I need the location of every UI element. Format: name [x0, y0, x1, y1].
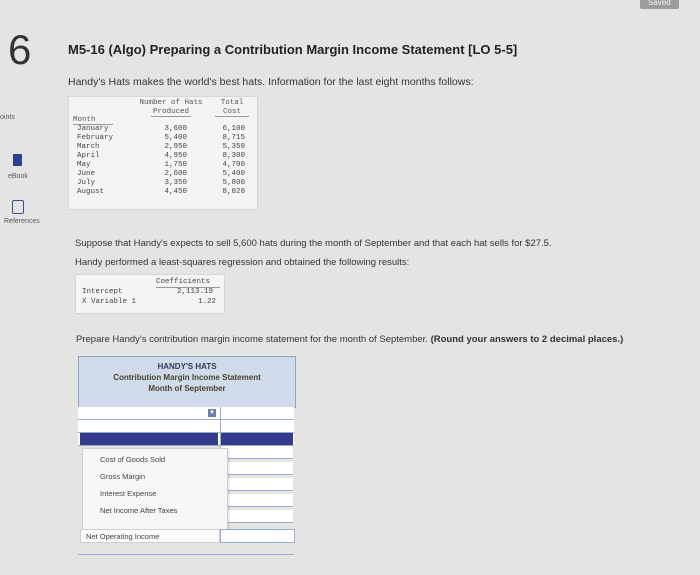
- row-label-select[interactable]: [80, 420, 218, 432]
- statement-bottom-border: [78, 554, 294, 567]
- x-variable-value: 1.22: [198, 298, 217, 306]
- produced-cell: 4,950: [164, 152, 187, 160]
- references-link[interactable]: References: [4, 218, 40, 225]
- produced-cell: 4,450: [164, 188, 187, 196]
- produced-cell: 1,750: [164, 161, 187, 169]
- row-label-select[interactable]: [80, 407, 218, 419]
- month-cell: June: [77, 170, 96, 178]
- question-title: M5-16 (Algo) Preparing a Contribution Margin Income Statement [LO 5-5]: [68, 42, 518, 57]
- cost-cell: 8,715: [222, 134, 245, 142]
- instruction-text: [76, 334, 623, 345]
- x-variable-label: X Variable 1: [82, 298, 137, 306]
- intro-text: Handy's Hats makes the world's best hats. Information for the last eight months follows:: [68, 76, 474, 88]
- produced-cell: 2,950: [164, 143, 187, 151]
- month-cell: August: [77, 188, 105, 196]
- statement-row-highlighted: [78, 433, 294, 446]
- month-cell: April: [77, 152, 100, 160]
- question-number: 6: [8, 26, 32, 73]
- produced-cell: 3,350: [164, 179, 187, 187]
- statement-title: Contribution Margin Income Statement: [113, 373, 261, 382]
- book-icon[interactable]: [13, 154, 22, 166]
- cost-header-2: Cost: [222, 108, 241, 116]
- dropdown-option[interactable]: Net Income After Taxes: [100, 506, 178, 515]
- statement-company: HANDY'S HATS: [157, 362, 217, 371]
- hats-data-table: [68, 96, 258, 210]
- instruction-main: Prepare Handy's contribution margin income statement for the month of September.: [76, 334, 431, 345]
- produced-cell: 5,400: [164, 134, 187, 142]
- row-amount-input[interactable]: [220, 529, 295, 543]
- row-amount-input[interactable]: [220, 420, 293, 432]
- net-operating-income-label: Net Operating Income: [86, 532, 160, 541]
- intercept-value: 2,113.19: [177, 288, 214, 296]
- month-header: Month: [73, 116, 96, 124]
- cost-cell: 5,800: [222, 179, 245, 187]
- row-amount-input[interactable]: [220, 462, 293, 475]
- dropdown-menu: [82, 448, 228, 530]
- references-icon[interactable]: [12, 200, 24, 214]
- produced-cell: 3,600: [164, 125, 187, 133]
- month-cell: July: [77, 179, 96, 187]
- chevron-down-icon[interactable]: ▼: [209, 410, 215, 416]
- cost-cell: 4,700: [222, 161, 245, 169]
- statement-period: Month of September: [148, 384, 226, 393]
- cost-header-1: Total: [220, 99, 244, 107]
- month-cell: May: [77, 161, 91, 169]
- produced-cell: 2,600: [164, 170, 187, 178]
- cost-cell: 5,350: [222, 143, 245, 151]
- month-cell: January: [77, 125, 109, 133]
- cost-cell: 5,400: [222, 170, 245, 178]
- dropdown-option[interactable]: Cost of Goods Sold: [100, 455, 166, 464]
- row-amount-input[interactable]: [220, 407, 293, 419]
- row-amount-input[interactable]: [220, 510, 293, 523]
- dropdown-option[interactable]: Gross Margin: [100, 472, 146, 481]
- cost-cell: 8,300: [222, 152, 245, 160]
- statement-row: [78, 420, 294, 433]
- produced-header-1: Number of Hats: [139, 99, 203, 107]
- statement-row: [78, 407, 294, 420]
- cost-cell: 6,100: [222, 125, 245, 133]
- coefficients-header: Coefficients: [156, 278, 211, 286]
- sales-assumption-text: Suppose that Handy's expects to sell 5,600 hats during the month of September and that each hat sells for $27.5.: [75, 238, 552, 249]
- intercept-label: Intercept: [82, 288, 123, 296]
- row-amount-input[interactable]: [220, 494, 293, 507]
- rounding-note: (Round your answers to 2 decimal places.): [430, 334, 624, 345]
- statement-header: [78, 356, 296, 408]
- regression-table: [75, 274, 225, 314]
- regression-intro-text: Handy performed a least-squares regression and obtained the following results:: [75, 257, 410, 268]
- cost-underline: [215, 116, 249, 117]
- ebook-link[interactable]: eBook: [8, 173, 28, 180]
- points-label: oints: [0, 114, 15, 121]
- row-label-select[interactable]: [80, 433, 218, 445]
- cost-cell: 8,020: [222, 188, 245, 196]
- dropdown-option[interactable]: Interest Expense: [100, 489, 157, 498]
- produced-header-2: Produced: [152, 108, 189, 116]
- row-amount-input[interactable]: [220, 433, 293, 445]
- month-cell: March: [77, 143, 100, 151]
- net-operating-income-option[interactable]: [80, 529, 220, 543]
- produced-underline: [151, 116, 191, 117]
- saved-status: Saved: [640, 0, 679, 9]
- row-amount-input[interactable]: [220, 446, 293, 459]
- row-amount-input[interactable]: [220, 478, 293, 491]
- month-cell: February: [77, 134, 114, 142]
